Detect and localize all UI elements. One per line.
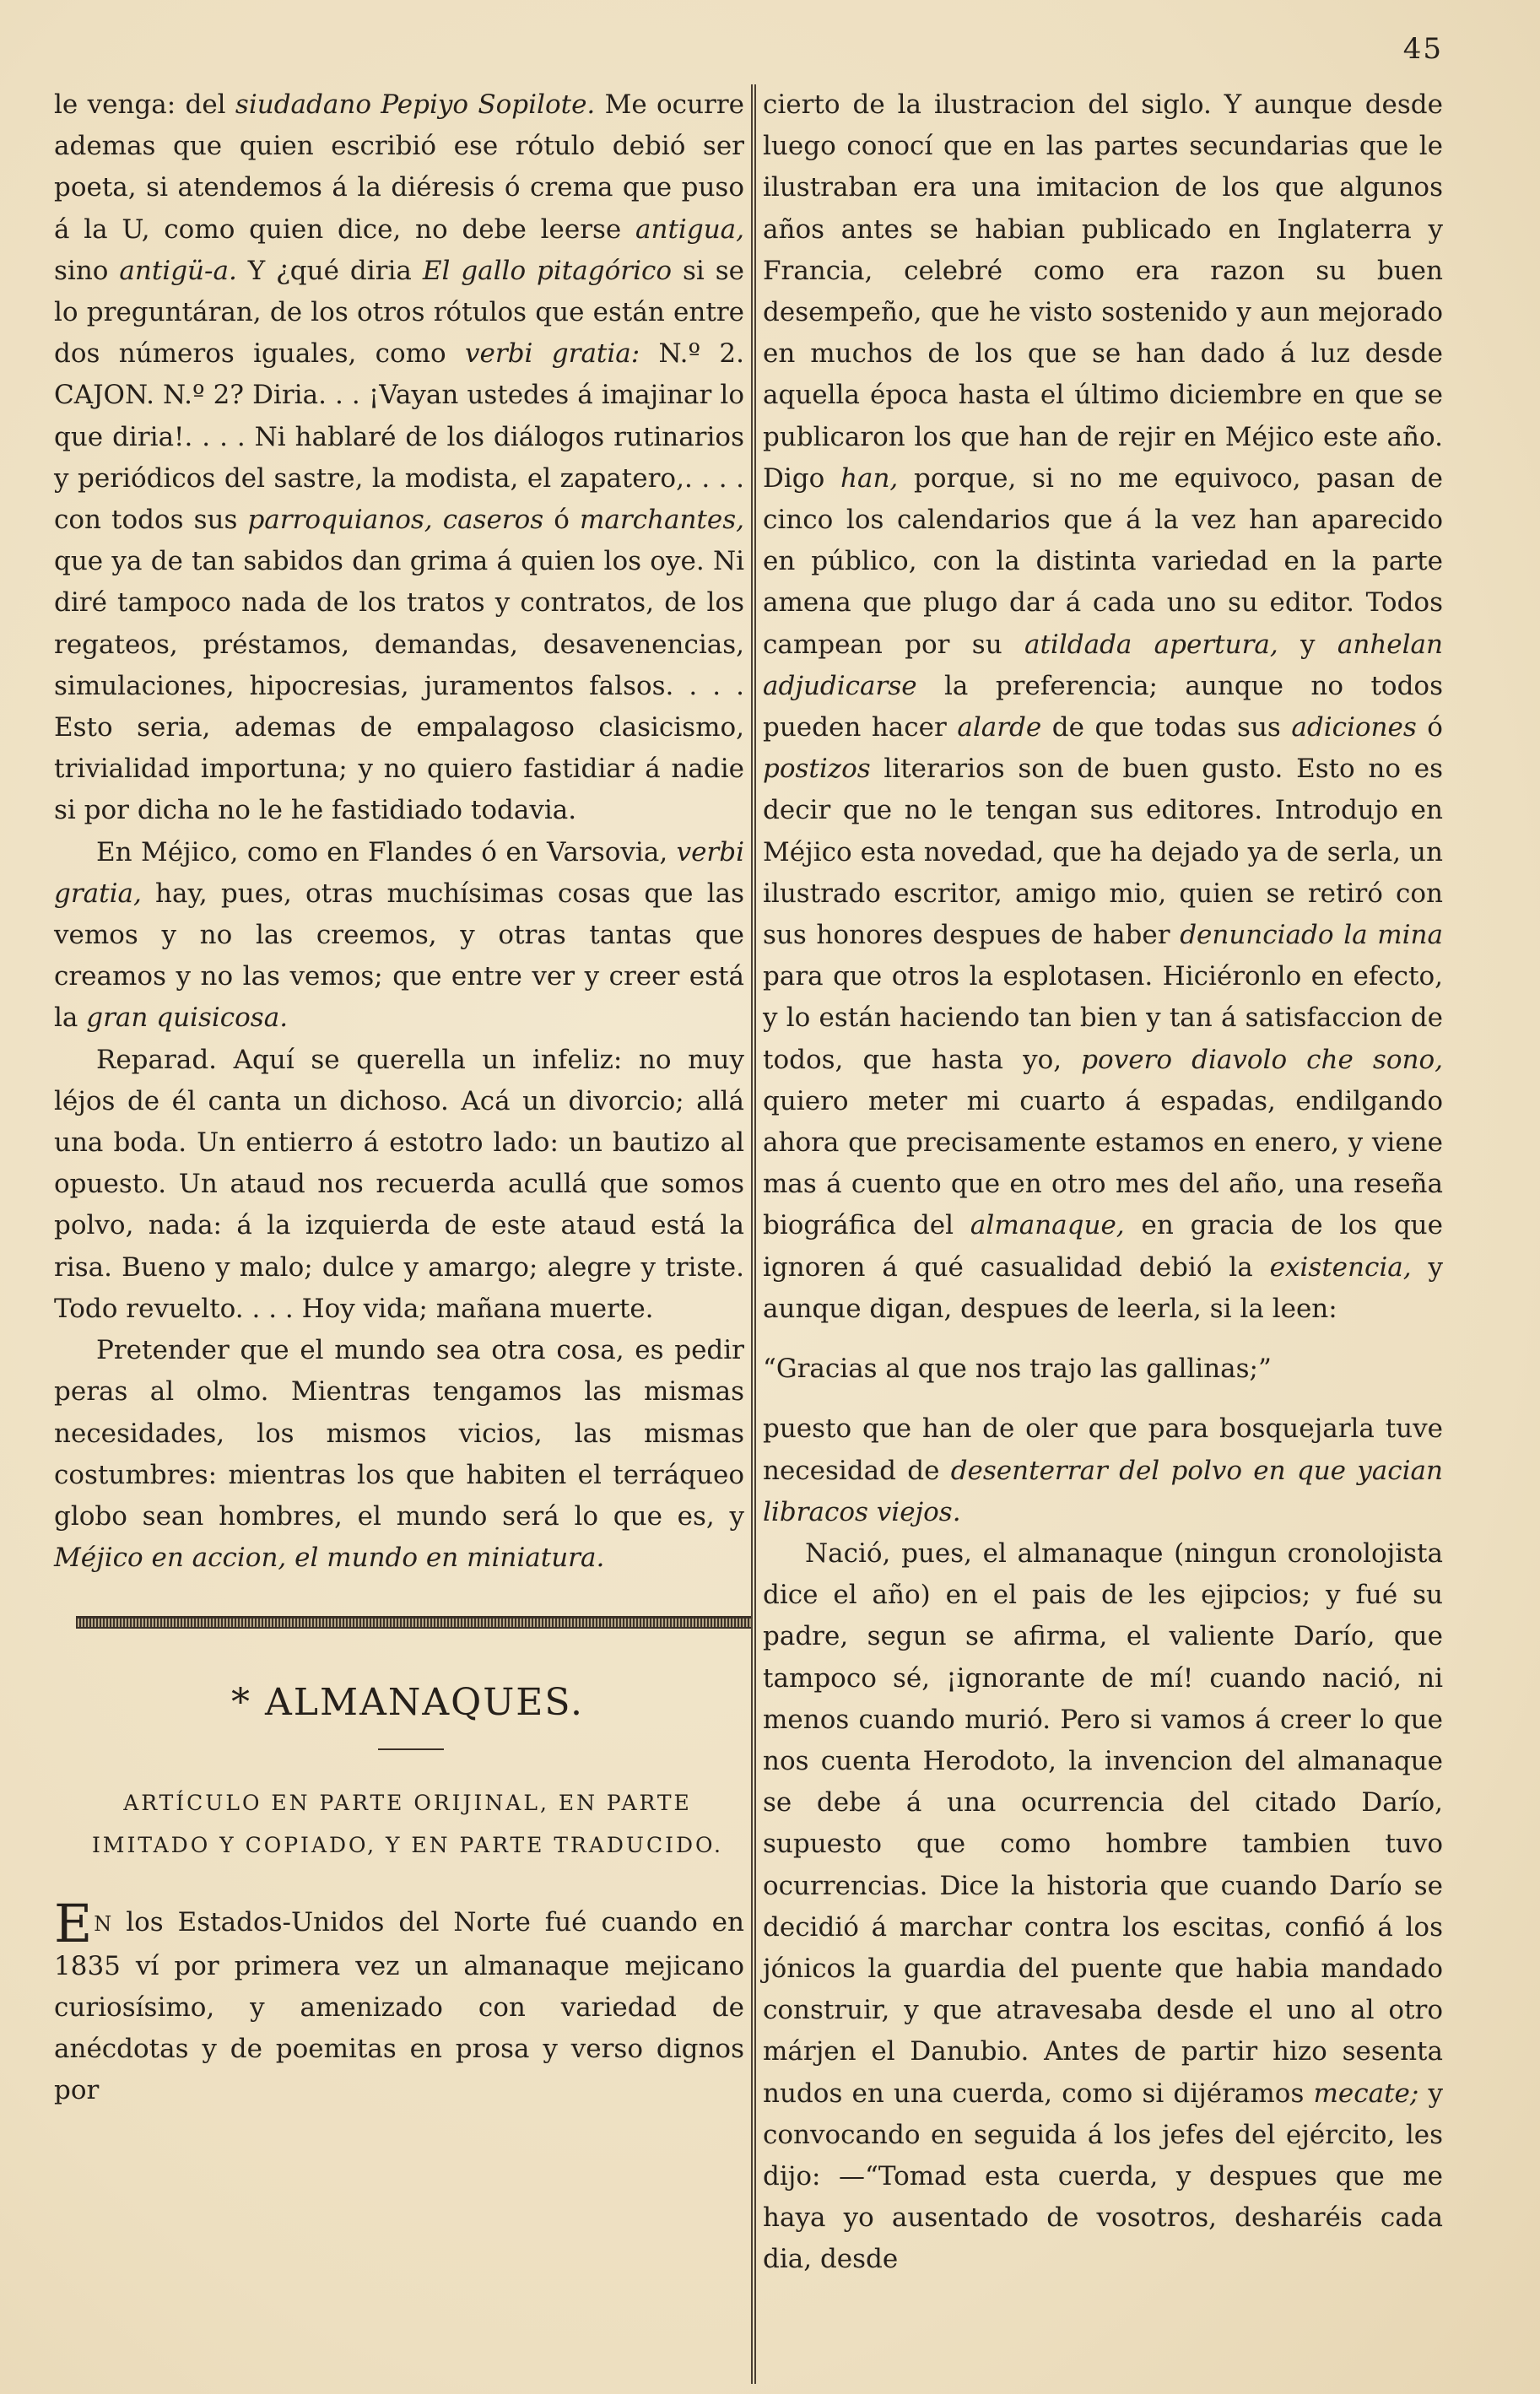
paragraph: En Méjico, como en Flandes ó en Varsovia, verbi gratia, hay, pues, otras muchísimas cosas que las vemos y no las creemos, y otras tantas que creamos y no las vemos; que entre ver y creer está la gran quisicosa. bbox=[54, 836, 744, 1034]
paragraph: le venga: del siudadano Pepiyo Sopilote. Me ocurre ademas que quien escribió ese rótulo debió ser poeta, si atendemos á la diéresis ó crema que puso á la U, como quien dice, no debe leerse antigua, sino antigü-a. Y ¿qué diria El gallo pitagórico si se lo preguntáran, de los otros rótulos que están entre dos números iguales, como verbi gratia: N.º 2. CAJON. N.º 2? Diria. . . ¡Vayan ustedes á imajinar lo que diria!. . . . Ni hablaré de los diálogos rutinarios y periódicos del sastre, la modista, el zapatero,. . . . con todos sus parroquianos, caseros ó marchantes, que ya de tan sabidos dan grima á quien los oye. Ni diré tampoco nada de los tratos y contratos, de los regateos, préstamos, demandas, desavenencias, simulaciones, hipocresias, juramentos falsos. . . . Esto seria, ademas de empalagoso clasicismo, trivialidad importuna; y no quiero fastidiar á nadie si por dicha no le he fastidiado todavia. bbox=[54, 89, 745, 826]
title-rule bbox=[378, 1748, 444, 1750]
column-rule bbox=[751, 84, 756, 2384]
page-number: 45 bbox=[1402, 32, 1443, 66]
paragraph: Nació, pues, el almanaque (ningun cronolojista dice el año) en el pais de les ejipcios; y fué su padre, segun se afirma, el valiente Darío, que tampoco sé, ¡ignorante de mí! cuando nació, ni menos cuando murió. Pero si vamos á creer lo que nos cuenta Herodoto, la invencion del almanaque se debe á una ocurrencia del citado Darío, supuesto que como hombre tambien tuvo ocurrencias. Dice la historia que cuando Darío se decidió á marchar contra los escitas, confió á los jónicos la guardia del puente que habia mandado construir, y que atravesaba desde el uno al otro márjen el Danubio. Antes de partir hizo sesenta nudos en una cuerda, como si dijéramos mecate; y convocando en seguida á los jefes del ejército, les dijo: —“Tomad esta cuerda, y despues que me haya yo ausentado de vosotros, desharéis cada dia, desde bbox=[763, 1537, 1443, 2275]
paragraph: E N los Estados-Unidos del Norte fué cuando en 1835 ví por primera vez un almanaque mejicano curiosísimo, y amenizado con variedad de anécdotas y de poemitas en prosa y verso dignos por bbox=[54, 1893, 744, 2106]
paragraph: Pretender que el mundo sea otra cosa, es pedir peras al olmo. Mientras tengamos las mismas necesidades, los mismos vicios, las mismas costumbres: mientras los que habiten el terráqueo globo sean hombres, el mundo será lo que es, y Méjico en accion, el mundo en miniatura. bbox=[54, 1335, 744, 1574]
left-column bbox=[54, 84, 744, 2111]
verse-quote: “Gracias al que nos trajo las gallinas;” bbox=[763, 1354, 1272, 1385]
drop-cap: E bbox=[54, 1893, 93, 1955]
section-divider bbox=[76, 1616, 751, 1629]
section-title: * ALMANAQUES. bbox=[231, 1681, 584, 1725]
section-subtitle: ARTÍCULO EN PARTE ORIJINAL, EN PARTE IMITADO Y COPIADO, Y EN PARTE TRADUCIDO. bbox=[91, 1791, 724, 1858]
paragraph: puesto que han de oler que para bosquejarla tuve necesidad de desenterrar del polvo en que yacian libracos viejos. bbox=[763, 1413, 1443, 1527]
paragraph: cierto de la ilustracion del siglo. Y aunque desde luego conocí que en las partes secundarias que le ilustraban era una imitacion de los que algunos años antes se habian publicado en Inglaterra y Francia, celebré como era razon su buen desempeño, que he visto sostenido y aun mejorado en muchos de los que se han dado á luz desde aquella época hasta el último diciembre en que se publicaron los que han de rejir en Méjico este año. Digo han, porque, si no me equivoco, pasan de cinco los calendarios que á la vez han aparecido en público, con la distinta variedad en la parte amena que plugo dar á cada uno su editor. Todos campean por su atildada apertura, y anhelan adjudicarse la preferencia; aunque no todos pueden hacer alarde de que todas sus adiciones ó postizos literarios son de buen gusto. Esto no es decir que no le tengan sus editores. Introdujo en Méjico esta novedad, que ha dejado ya de serla, un ilustrado escritor, amigo mio, quien se retiró con sus honores despues de haber denunciado la mina para que otros la esplotasen. Hiciéronlo en efecto, y lo están haciendo tan bien y tan á satisfaccion de todos, que hasta yo, povero diavolo che sono, quiero meter mi cuarto á espadas, endilgando ahora que precisamente estamos en enero, y viene mas á cuento que en otro mes del año, una reseña biográfica del almanaque, en gracia de los que ignoren á qué casualidad debió la existencia, y aunque digan, despues de leerla, si la leen: bbox=[763, 89, 1443, 1324]
paragraph: Reparad. Aquí se querella un infeliz: no muy léjos de él canta un dichoso. Acá un divorcio; allá una boda. Un entierro á estotro lado: un bautizo al opuesto. Un ataud nos recuerda acullá que somos polvo, nada: á la izquierda de este ataud está la risa. Bueno y malo; dulce y amargo; alegre y triste. Todo revuelto. . . . Hoy vida; mañana muerte. bbox=[54, 1044, 744, 1324]
right-column bbox=[763, 84, 1443, 2281]
